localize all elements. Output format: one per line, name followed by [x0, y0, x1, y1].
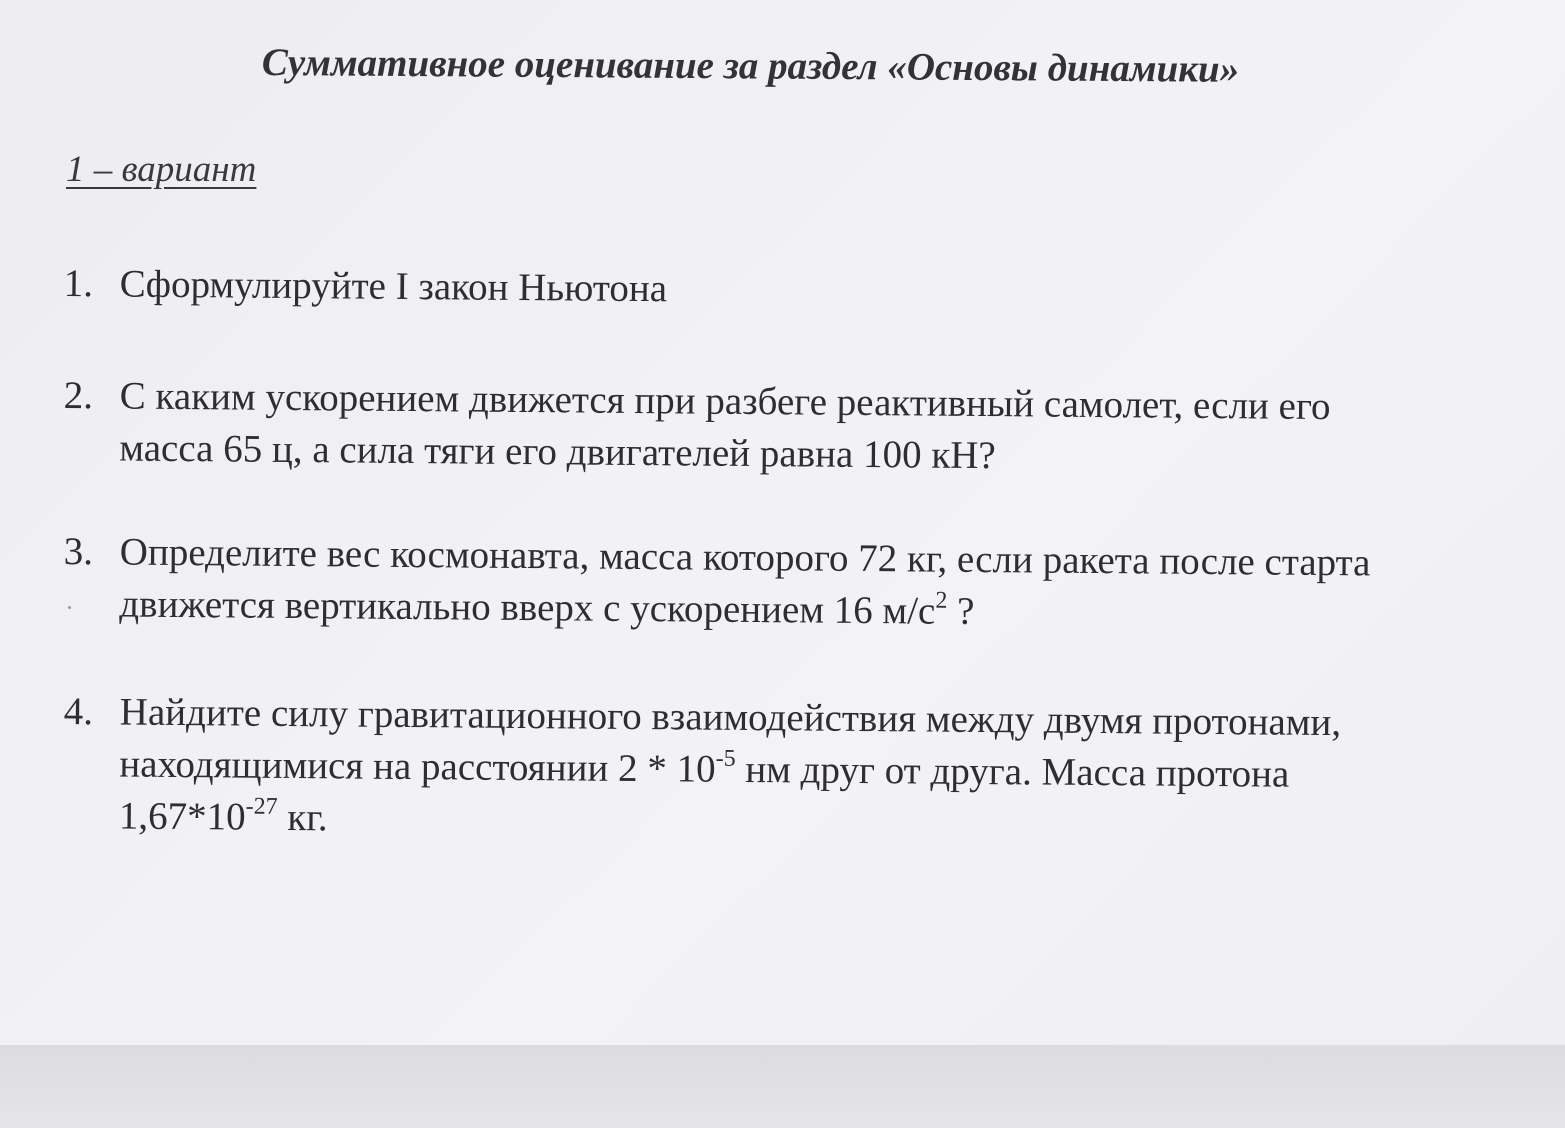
variant-heading: 1 – вариант	[66, 149, 257, 190]
page-title: Суммативное оценивание за раздел «Основы динамики»	[261, 40, 1240, 91]
question-text: Сформулируйте I закон Ньютона	[119, 262, 668, 311]
paper-speck	[68, 606, 71, 609]
exponent: 2	[935, 587, 948, 614]
question-text: С каким ускорением движется при разбеге реактивный самолет, если его	[119, 374, 1331, 429]
question-number: 3.	[63, 529, 94, 574]
question-number: 1.	[63, 261, 94, 306]
question-number: 2.	[63, 373, 94, 418]
question-text-continued: движется вертикально вверх с ускорением 16 $м/с^2$ ?	[119, 582, 975, 633]
question-number: 4.	[63, 689, 94, 734]
question-text-continued: масса 65 ц, а сила тяги его двигателей равна 100 кН?	[119, 426, 996, 478]
question-2	[63, 370, 1331, 485]
question-text-continued: находящимися на расстоянии $2 * 10^{-5}$ нм друг от друга. Масса протона	[119, 742, 1290, 796]
question-text: Определите вес космонавта, масса которого 72 кг, если ракета после старта	[119, 530, 1371, 585]
table-surface	[0, 1045, 1565, 1128]
question-text: Найдите силу гравитационного взаимодействия между двумя протонами,	[119, 690, 1342, 745]
question-text-continued: $1,67*10^{-27}$ кг.	[118, 793, 328, 840]
question-1	[64, 258, 668, 315]
question-3	[63, 526, 1371, 641]
exponent: -5	[715, 745, 736, 772]
question-4	[63, 686, 1342, 853]
exponent: -27	[245, 793, 278, 820]
